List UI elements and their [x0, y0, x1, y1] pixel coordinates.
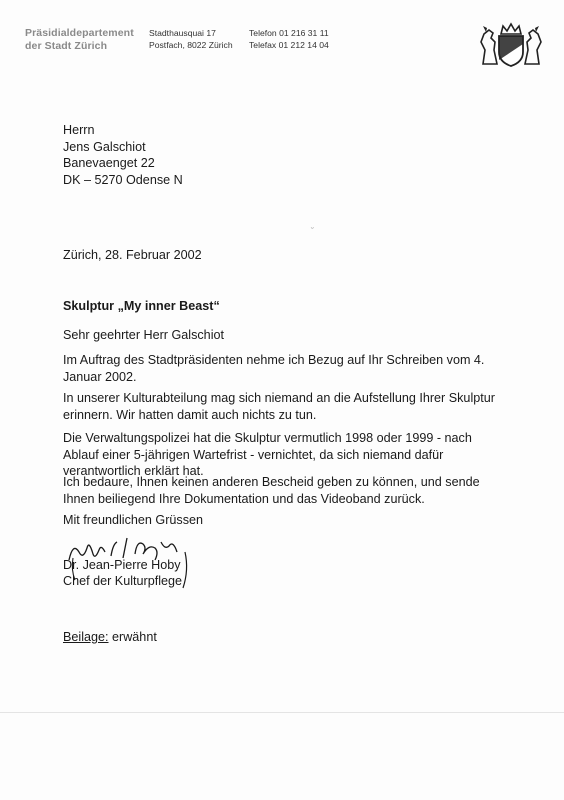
- enclosure-label: Beilage:: [63, 630, 109, 644]
- enclosure-note: [63, 629, 157, 646]
- letter-date: Zürich, 28. Februar 2002: [63, 248, 202, 262]
- scan-mark: ˘: [311, 226, 314, 236]
- salutation: Sehr geehrter Herr Galschiot: [63, 328, 224, 342]
- address-line-1: Stadthausquai 17: [149, 28, 216, 38]
- closing: Mit freundlichen Grüssen: [63, 513, 203, 527]
- department-address: [149, 27, 233, 51]
- signatory-title: Chef der Kulturpflege: [63, 574, 183, 588]
- department-line-1: Präsidialdepartement: [25, 27, 134, 39]
- paragraph-3: Die Verwaltungspolizei hat die Skulptur vermutlich 1998 oder 1999 - nach Ablauf einer 5-jährigen Wartefrist - vernichtet, da sich niemand dafür verantwortlich erklärt hat.: [63, 431, 472, 478]
- zurich-coat-of-arms-icon: [477, 20, 545, 70]
- recipient-line-4: DK – 5270 Odense N: [63, 172, 183, 187]
- paragraph-1: Im Auftrag des Stadtpräsidenten nehme ich Bezug auf Ihr Schreiben vom 4. Januar 2002.: [63, 353, 485, 384]
- enclosure-text: erwähnt: [108, 630, 157, 644]
- telefax-line: Telefax 01 212 14 04: [249, 40, 329, 50]
- telefon-line: Telefon 01 216 31 11: [249, 28, 329, 38]
- address-line-2: Postfach, 8022 Zürich: [149, 40, 233, 50]
- signatory-name: Dr. Jean-Pierre Hoby: [63, 558, 181, 572]
- paragraph-2: In unserer Kulturabteilung mag sich niemand an die Aufstellung Ihrer Skulptur erinnern. Wir hatten damit auch nichts zu tun.: [63, 391, 495, 422]
- scan-artifact-line: [0, 712, 564, 713]
- letter-subject: Skulptur „My inner Beast“: [63, 299, 220, 313]
- recipient-line-3: Banevaenget 22: [63, 156, 155, 170]
- department-contact: [249, 27, 329, 51]
- recipient-address: [63, 122, 183, 188]
- department-name: [25, 27, 134, 53]
- department-line-2: der Stadt Zürich: [25, 40, 108, 52]
- recipient-line-2: Jens Galschiot: [63, 139, 146, 154]
- recipient-line-1: Herrn: [63, 123, 95, 137]
- paragraph-4: Ich bedaure, Ihnen keinen anderen Bescheid geben zu können, und sende Ihnen beiliegend Ihre Dokumentation und das Videoband zurück.: [63, 475, 480, 506]
